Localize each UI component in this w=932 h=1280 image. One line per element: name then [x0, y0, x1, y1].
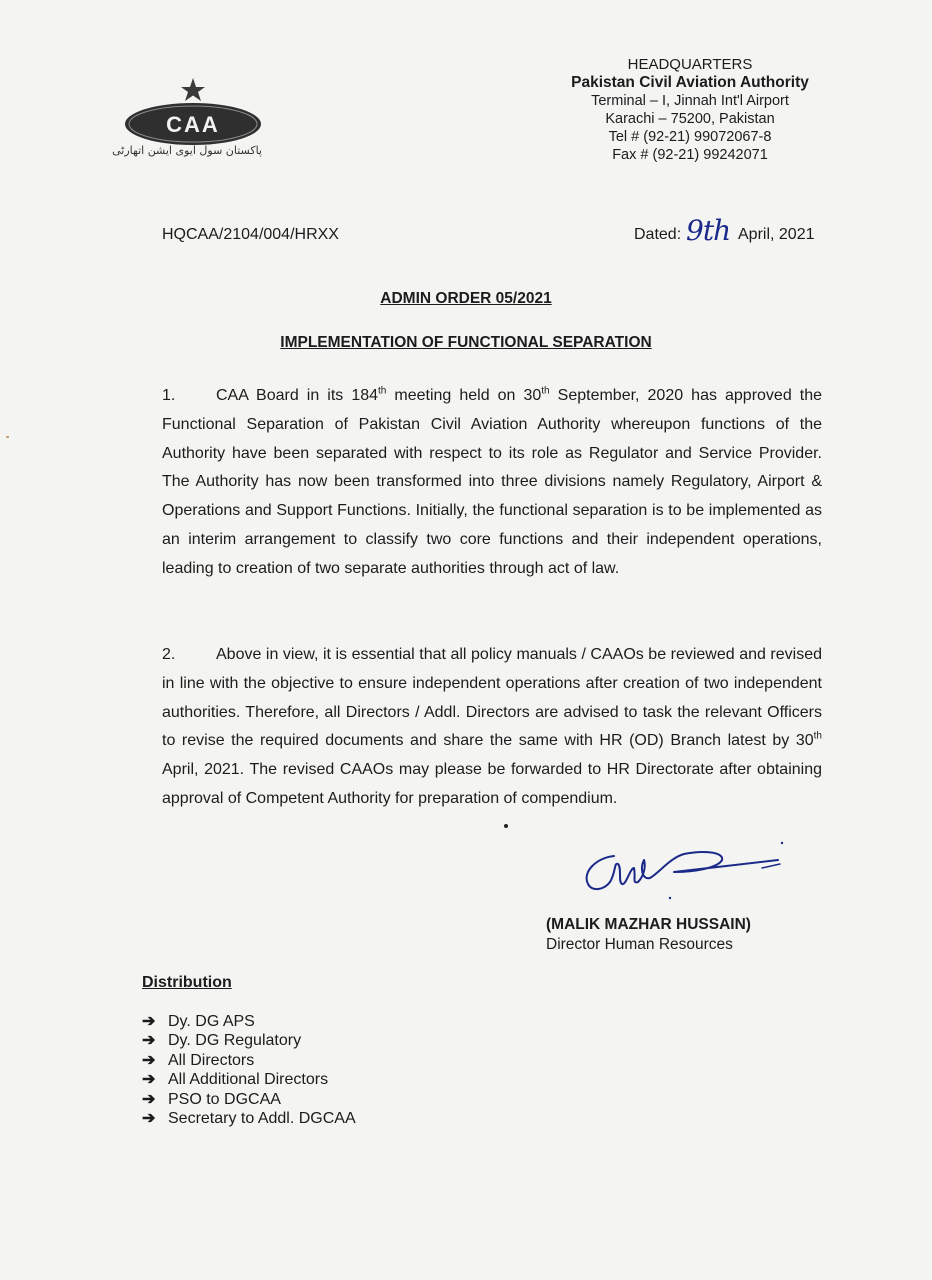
caa-logo — [112, 76, 268, 172]
letterhead-organization: Pakistan Civil Aviation Authority — [571, 74, 809, 91]
signatory-name: (MALIK MAZHAR HUSSAIN) — [546, 916, 751, 933]
star-icon — [181, 78, 205, 101]
signatory-title: Director Human Resources — [546, 936, 733, 953]
superscript: th — [378, 385, 387, 397]
distribution-item: Dy. DG Regulatory — [168, 1032, 302, 1050]
superscript: th — [813, 731, 822, 743]
list-item — [142, 1051, 356, 1070]
handwritten-signature — [574, 838, 794, 918]
distribution-heading: Distribution — [142, 974, 232, 991]
logo-acronym: CAA — [166, 112, 220, 137]
list-item — [142, 1109, 356, 1128]
date-label: Dated: — [634, 226, 682, 243]
letterhead — [530, 56, 850, 164]
order-title: ADMIN ORDER 05/2021 — [380, 290, 552, 307]
distribution-item: All Additional Directors — [168, 1071, 329, 1089]
list-item — [142, 1031, 356, 1050]
arrow-right-icon: ➔ — [142, 1090, 156, 1108]
date-month-year: April, 2021 — [738, 226, 815, 243]
list-item — [142, 1012, 356, 1031]
arrow-right-icon: ➔ — [142, 1032, 156, 1050]
superscript: th — [541, 385, 550, 397]
distribution-item: Secretary to Addl. DGCAA — [168, 1110, 356, 1128]
paragraph-1 — [162, 382, 822, 584]
letterhead-headquarters: HEADQUARTERS — [627, 56, 753, 73]
signatory-block — [546, 915, 751, 955]
list-item — [142, 1090, 356, 1109]
letterhead-fax: Fax # (92-21) 99242071 — [612, 147, 768, 163]
distribution-item: All Directors — [168, 1051, 255, 1069]
paragraph-2 — [162, 641, 822, 814]
list-item — [142, 1070, 356, 1089]
paragraph-number: 1. — [162, 387, 176, 404]
distribution-item: Dy. DG APS — [168, 1013, 255, 1030]
arrow-right-icon: ➔ — [142, 1071, 156, 1089]
caa-logo-emblem — [118, 76, 268, 148]
paper-speck — [6, 436, 9, 438]
paragraph-text: CAA Board in its 184 — [216, 387, 379, 404]
paragraph-text: September, 2020 has approved the Functional Separation of Pakistan Civil Aviation Authority whereupon functions of the Authority have been separated with respect to its role as Regulator and Service Provider. The Authority has now been transformed into three divisions namely Regulatory, Airport & Operations and Support Functions. Initially, the functional separation is to be implemented as an interim arrangement to classify two core functions and their independent operations, leading to creation of two separate authorities through act of law. — [162, 387, 822, 577]
ink-dot — [504, 824, 508, 828]
paragraph-text: Above in view, it is essential that all policy manuals / CAAOs be reviewed and revised in line with the objective to ensure independent operations after creation of two independent authorities. Therefore, all Directors / Addl. Directors are advised to task the relevant Officers to revise the required documents and share the same with HR (OD) Branch latest by 30 — [162, 646, 822, 750]
letterhead-address-1: Terminal – I, Jinnah Int'l Airport — [591, 93, 789, 109]
subject-heading: IMPLEMENTATION OF FUNCTIONAL SEPARATION — [280, 334, 652, 351]
arrow-right-icon: ➔ — [142, 1110, 156, 1128]
paragraph-text: meeting held on 30 — [386, 387, 542, 404]
letterhead-tel: Tel # (92-21) 99072067-8 — [608, 129, 772, 145]
arrow-right-icon: ➔ — [142, 1013, 156, 1030]
reference-number: HQCAA/2104/004/HRXX — [162, 226, 339, 243]
distribution-item: PSO to DGCAA — [168, 1090, 281, 1108]
paragraph-text: April, 2021. The revised CAAOs may please be forwarded to HR Directorate after obtaining approval of Competent Authority for preparation of compendium. — [162, 761, 822, 807]
logo-urdu-name: پاکستان سول ایوی ایشن اتھارٹی — [112, 144, 262, 157]
letterhead-address-2: Karachi – 75200, Pakistan — [605, 111, 775, 127]
date-handwritten-day: 9th — [686, 214, 731, 247]
paragraph-number: 2. — [162, 646, 176, 663]
arrow-right-icon: ➔ — [142, 1051, 156, 1069]
distribution-list — [142, 1012, 356, 1128]
